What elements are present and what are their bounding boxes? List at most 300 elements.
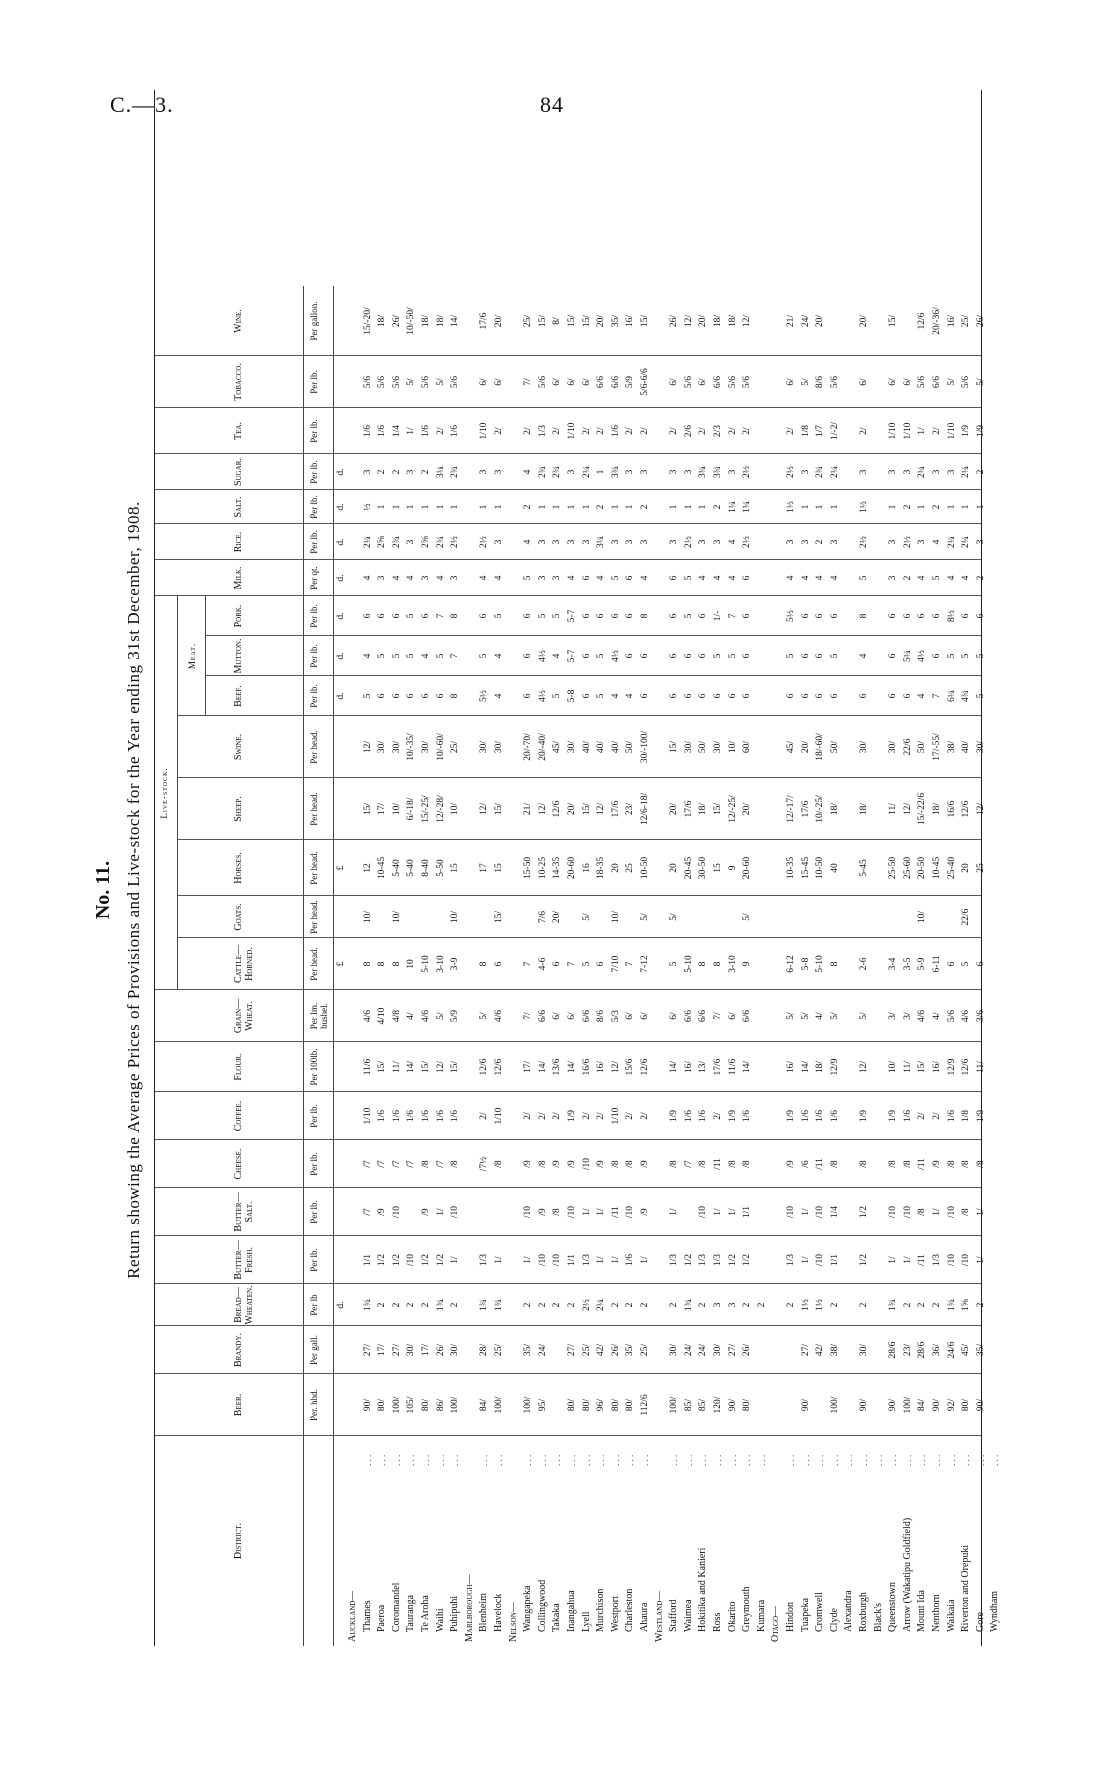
table-cell: 30/ bbox=[567, 740, 577, 754]
table-cell: 5/ bbox=[829, 1012, 840, 1020]
table-cell: 20 bbox=[669, 863, 680, 873]
column-header-tea: Tea. bbox=[233, 422, 244, 440]
table-cell: 15/ bbox=[377, 1060, 388, 1074]
table-cell: 17/ bbox=[377, 1343, 388, 1357]
document-reference: C.—3. bbox=[110, 92, 174, 117]
table-cell: 86/ bbox=[435, 1398, 446, 1412]
table-cell: /7 bbox=[377, 1160, 388, 1168]
table-cell: 105/ bbox=[406, 1396, 417, 1414]
table-cell: 7 bbox=[727, 613, 738, 619]
table-cell: 6 bbox=[406, 693, 417, 699]
table-cell: /10 bbox=[406, 1253, 417, 1267]
table-cell: 20/ bbox=[859, 314, 869, 328]
table-cell: 6/ bbox=[902, 378, 913, 386]
table-cell: 8 bbox=[362, 961, 373, 967]
table-cell: 2 bbox=[421, 469, 431, 475]
table-cell: 6 bbox=[669, 653, 680, 659]
table-cell: 12/ bbox=[596, 802, 607, 816]
table-cell: 5-7 bbox=[567, 649, 577, 663]
column-header-bread-wheaten: Bread—Wheaten. bbox=[233, 1285, 255, 1325]
table-cell: 15 bbox=[713, 863, 723, 873]
table-cell: 6 bbox=[698, 613, 709, 619]
table-cell: 15/ bbox=[494, 802, 504, 816]
column-unit-swine: Per head. bbox=[309, 730, 319, 764]
table-cell: 6/6 bbox=[596, 375, 607, 389]
leader-dots: . . . bbox=[946, 1454, 957, 1466]
table-cell: 18/ bbox=[435, 314, 446, 328]
table-cell: 6 bbox=[523, 653, 534, 659]
table-cell: 2 bbox=[829, 1302, 840, 1308]
table-cell: 3 bbox=[640, 469, 650, 475]
table-cell: 15/ bbox=[713, 802, 723, 816]
table-cell: 6 bbox=[698, 693, 709, 699]
table-cell: 4 bbox=[727, 575, 738, 581]
table-cell: 12/ bbox=[975, 802, 986, 816]
table-cell: /7 bbox=[362, 1160, 373, 1168]
table-cell: 20-60 bbox=[567, 856, 577, 880]
table-cell: 1/ bbox=[596, 1256, 607, 1264]
region-heading: Auckland— bbox=[347, 1590, 358, 1642]
table-cell: /8 bbox=[888, 1160, 899, 1168]
table-cell: 5/6-6/6 bbox=[640, 368, 650, 396]
table-cell: 2½ bbox=[479, 536, 490, 548]
livestock-group-header: Live-stock. bbox=[159, 767, 169, 819]
table-cell: 1/2 bbox=[683, 1253, 694, 1267]
table-cell: 5 bbox=[552, 693, 563, 699]
table-cell: 80/ bbox=[742, 1398, 753, 1412]
district-name: Roxburgh bbox=[858, 1592, 869, 1632]
table-cell: 28/6 bbox=[888, 1341, 899, 1359]
table-cell: 1/9 bbox=[669, 1109, 680, 1123]
table-cell: 2¼ bbox=[362, 536, 373, 548]
table-cell: 6 bbox=[377, 613, 388, 619]
table-cell: 6 bbox=[581, 613, 592, 619]
table-cell: 20-60 bbox=[742, 856, 753, 880]
column-unit-tea: Per lb. bbox=[309, 419, 319, 443]
table-cell: 1/3 bbox=[537, 424, 548, 438]
table-cell: 10-45 bbox=[932, 856, 942, 880]
table-cell: /10 bbox=[698, 1205, 709, 1219]
district-name: Havelock bbox=[493, 1593, 504, 1632]
table-cell: 12/6-18/ bbox=[640, 792, 650, 826]
table-cell: 4/6 bbox=[421, 1009, 431, 1023]
district-name: Waimea bbox=[682, 1599, 694, 1632]
district-name: Hindon bbox=[785, 1602, 796, 1632]
table-cell: 1/ bbox=[932, 1208, 942, 1216]
table-cell: 1/ bbox=[727, 1208, 738, 1216]
table-cell: /10 bbox=[888, 1205, 899, 1219]
leader-dots: . . . bbox=[829, 1454, 840, 1466]
table-cell: 7 bbox=[625, 961, 636, 967]
table-cell: 2 bbox=[756, 1302, 767, 1308]
table-cell: 6/ bbox=[581, 378, 592, 386]
table-cell: 25/ bbox=[494, 1343, 504, 1357]
table-cell: 1¼ bbox=[727, 501, 738, 513]
table-cell: 1/ bbox=[450, 1256, 461, 1264]
column-header-mutton: Mutton. bbox=[233, 638, 244, 674]
table-cell: 2 bbox=[698, 1302, 709, 1308]
table-cell: 1 bbox=[669, 504, 680, 510]
table-cell: 1⅝ bbox=[961, 1299, 972, 1311]
table-cell: 5 bbox=[406, 613, 417, 619]
table-cell: 6/ bbox=[669, 1012, 680, 1020]
table-cell: 5-8 bbox=[800, 957, 811, 971]
leader-dots: . . . bbox=[698, 1454, 709, 1466]
column-header-wine: Wine. bbox=[233, 309, 244, 333]
column-unit-milk: Per qt. bbox=[309, 566, 319, 590]
table-cell: 1/3 bbox=[479, 1253, 490, 1267]
table-cell: 3 bbox=[640, 539, 650, 545]
table-cell: 100/ bbox=[829, 1396, 840, 1414]
table-cell: 1/ bbox=[975, 1208, 986, 1216]
table-cell: 24/ bbox=[683, 1343, 694, 1357]
table-cell: 1 bbox=[917, 504, 928, 510]
table-cell: 1/6 bbox=[610, 424, 621, 438]
table-cell: 6 bbox=[421, 613, 431, 619]
table-cell: 90/ bbox=[362, 1398, 373, 1412]
table-cell: 1/ bbox=[888, 1256, 899, 1264]
table-cell: 6 bbox=[683, 653, 694, 659]
table-cell: 6/ bbox=[552, 1012, 563, 1020]
table-cell: 3 bbox=[625, 539, 636, 545]
table-cell: 13/ bbox=[698, 1060, 709, 1074]
column-unit-sheep: Per head. bbox=[309, 792, 319, 826]
table-cell: 8/ bbox=[552, 317, 563, 325]
table-cell: 3 bbox=[567, 539, 577, 545]
table-cell: 3-9 bbox=[450, 957, 461, 971]
table-cell: 30/ bbox=[713, 1343, 723, 1357]
district-name: Riverton and Orepuki bbox=[960, 1544, 972, 1632]
district-name: Okarito bbox=[726, 1601, 738, 1632]
table-cell: /8 bbox=[902, 1160, 913, 1168]
table-cell: /10 bbox=[552, 1253, 563, 1267]
unit-symbol: £ bbox=[336, 961, 346, 967]
table-cell: 7 bbox=[523, 961, 534, 967]
table-cell: 5-7 bbox=[567, 609, 577, 623]
table-cell: 18/-60/ bbox=[815, 733, 826, 761]
table-cell: 6 bbox=[494, 961, 504, 967]
table-cell: 6/6 bbox=[610, 375, 621, 389]
table-cell: 5/ bbox=[435, 1012, 446, 1020]
table-cell: 6 bbox=[552, 961, 563, 967]
table-cell: 30-50 bbox=[698, 856, 709, 880]
table-cell: 5/ bbox=[946, 378, 957, 386]
table-cell: 20 bbox=[610, 863, 621, 873]
table-cell: 1/ bbox=[596, 1208, 607, 1216]
table-cell: 15/ bbox=[888, 314, 899, 328]
table-cell: 1/6 bbox=[406, 1109, 417, 1123]
table-cell: /8 bbox=[859, 1160, 869, 1168]
table-cell: /10 bbox=[815, 1205, 826, 1219]
table-cell: 5 bbox=[961, 961, 972, 967]
table-cell: 6 bbox=[932, 613, 942, 619]
table-cell: 30/ bbox=[494, 740, 504, 754]
table-cell: 18/ bbox=[815, 1060, 826, 1074]
table-cell: 6/6 bbox=[581, 1009, 592, 1023]
leader-dots: . . . bbox=[815, 1454, 826, 1466]
table-cell: 25-50 bbox=[888, 856, 899, 880]
table-cell: 20 bbox=[961, 863, 972, 873]
column-header-butter-fresh: Butter—Fresh. bbox=[233, 1240, 255, 1280]
table-cell: 8½ bbox=[946, 610, 957, 622]
table-cell: /11 bbox=[610, 1206, 621, 1218]
table-cell: 10/ bbox=[727, 740, 738, 754]
table-cell: 1/ bbox=[975, 1256, 986, 1264]
table-cell: 17/6 bbox=[713, 1058, 723, 1076]
leader-dots: . . . bbox=[391, 1454, 402, 1466]
table-cell: 100/ bbox=[450, 1396, 461, 1414]
table-cell: 16/ bbox=[932, 1060, 942, 1074]
table-cell: 6 bbox=[859, 693, 869, 699]
leader-dots: . . . bbox=[567, 1454, 577, 1466]
page-number: 84 bbox=[540, 92, 564, 117]
column-unit-salt: Per lb. bbox=[309, 495, 319, 519]
table-cell: 28/ bbox=[479, 1343, 490, 1357]
table-cell: 36/ bbox=[932, 1343, 942, 1357]
table-cell: 6 bbox=[523, 693, 534, 699]
table-cell: 4 bbox=[406, 575, 417, 581]
table-cell: 5/ bbox=[435, 378, 446, 386]
table-cell: 5 bbox=[610, 575, 621, 581]
leader-dots: . . . bbox=[669, 1454, 680, 1466]
table-cell: 15-50 bbox=[523, 856, 534, 880]
table-cell: 2¾ bbox=[391, 536, 402, 548]
table-cell: 30/ bbox=[479, 740, 490, 754]
table-cell: 25/ bbox=[640, 1343, 650, 1357]
table-cell: 1/10 bbox=[567, 422, 577, 440]
district-name: Takaka bbox=[551, 1603, 563, 1632]
table-cell: 1½ bbox=[786, 501, 796, 513]
table-cell: 3 bbox=[421, 575, 431, 581]
table-cell: 50/ bbox=[698, 740, 709, 754]
table-cell: 5 bbox=[975, 693, 986, 699]
table-cell: 4/6 bbox=[961, 1009, 972, 1023]
table-cell: 5½ bbox=[479, 690, 490, 702]
table-cell: 3 bbox=[713, 539, 723, 545]
table-cell: 14/ bbox=[669, 1060, 680, 1074]
table-cell: 1 bbox=[406, 504, 417, 510]
district-name: Te Aroha bbox=[420, 1595, 431, 1632]
district-name: Murchison bbox=[595, 1588, 607, 1632]
table-cell: 4½ bbox=[917, 650, 928, 662]
table-cell: 24/ bbox=[537, 1343, 548, 1357]
unit-symbol: £ bbox=[336, 865, 346, 871]
table-cell: /6 bbox=[800, 1160, 811, 1168]
table-cell: 4 bbox=[479, 575, 490, 581]
table-cell: 15/ bbox=[537, 314, 548, 328]
table-cell: 6 bbox=[946, 961, 957, 967]
table-cell: 8 bbox=[479, 961, 490, 967]
table-cell: 12/6 bbox=[479, 1058, 490, 1076]
table-cell: 2 bbox=[523, 1302, 534, 1308]
table-cell: 1 bbox=[377, 504, 388, 510]
table-cell: 5/ bbox=[786, 1012, 796, 1020]
table-cell: 5/3 bbox=[610, 1009, 621, 1023]
table-cell: 4 bbox=[625, 693, 636, 699]
table-cell: 6/6 bbox=[537, 1009, 548, 1023]
table-cell: 1 bbox=[435, 504, 446, 510]
table-cell: 15/6 bbox=[625, 1058, 636, 1076]
table-cell: 42/ bbox=[596, 1343, 607, 1357]
table-cell: 1 bbox=[537, 504, 548, 510]
table-cell: 2/ bbox=[786, 427, 796, 435]
table-cell: 5/6 bbox=[946, 1009, 957, 1023]
leader-dots: . . . bbox=[596, 1454, 607, 1466]
table-cell: 6/6 bbox=[683, 1009, 694, 1023]
table-cell: 5 bbox=[932, 575, 942, 581]
table-cell: 3 bbox=[494, 469, 504, 475]
table-cell: 10/-50/ bbox=[406, 307, 417, 335]
table-number: No. 11. bbox=[92, 860, 114, 920]
column-unit-beer: Per. hhd. bbox=[309, 1389, 319, 1421]
table-cell: 3 bbox=[888, 469, 899, 475]
table-cell: 2/ bbox=[596, 1112, 607, 1120]
table-cell: 30/ bbox=[713, 740, 723, 754]
table-cell: 12/ bbox=[902, 802, 913, 816]
table-cell: 6 bbox=[625, 653, 636, 659]
table-cell: 3 bbox=[552, 539, 563, 545]
table-cell: 80/ bbox=[567, 1398, 577, 1412]
table-cell: 8 bbox=[829, 961, 840, 967]
table-cell: 4 bbox=[932, 539, 942, 545]
table-cell: 1/10 bbox=[610, 1107, 621, 1125]
table-cell: 45/ bbox=[961, 1343, 972, 1357]
table-cell: 2/ bbox=[932, 427, 942, 435]
leader-dots: . . . bbox=[537, 1454, 548, 1466]
district-name: Arrow (Wakatipu Goldfield) bbox=[901, 1517, 913, 1632]
table-cell: 6/ bbox=[552, 378, 563, 386]
table-cell: 2/ bbox=[494, 427, 504, 435]
column-unit-butter-fresh: Per lb. bbox=[309, 1248, 319, 1272]
table-cell: 95/ bbox=[537, 1398, 548, 1412]
leader-dots: . . . bbox=[494, 1454, 504, 1466]
table-cell: 120/ bbox=[713, 1396, 723, 1414]
table-cell: 4 bbox=[391, 575, 402, 581]
table-cell: 2 bbox=[625, 1302, 636, 1308]
column-unit-sugar: Per lb. bbox=[309, 460, 319, 484]
table-cell: 3 bbox=[727, 469, 738, 475]
table-cell: 20/ bbox=[596, 314, 607, 328]
district-name: Tauranga bbox=[405, 1594, 417, 1632]
column-header-pork: Pork. bbox=[233, 604, 244, 628]
table-cell: 4/6 bbox=[917, 1009, 928, 1023]
table-cell: 6 bbox=[815, 613, 826, 619]
table-cell: 15/ bbox=[640, 314, 650, 328]
table-cell: 5 bbox=[829, 653, 840, 659]
table-cell: /9 bbox=[640, 1208, 650, 1216]
table-cell: 4 bbox=[494, 653, 504, 659]
meat-rule bbox=[205, 596, 206, 716]
district-name: Paeroa bbox=[376, 1604, 388, 1632]
table-cell: 2½ bbox=[742, 536, 753, 548]
table-cell: 6 bbox=[902, 613, 913, 619]
table-cell: 1/6 bbox=[377, 1109, 388, 1123]
table-cell: 6/6 bbox=[932, 375, 942, 389]
table-cell: 1 bbox=[450, 504, 461, 510]
table-cell: 1/ bbox=[435, 1208, 446, 1216]
district-name: Queenstown bbox=[887, 1582, 899, 1632]
table-cell: 4 bbox=[435, 575, 446, 581]
table-cell: 50/ bbox=[917, 740, 928, 754]
table-cell: 3-10 bbox=[435, 955, 446, 973]
table-cell: 10-35 bbox=[786, 856, 796, 880]
table-cell: 35/ bbox=[523, 1343, 534, 1357]
table-cell: 12/-25/ bbox=[727, 795, 738, 823]
table-cell: 12/ bbox=[537, 802, 548, 816]
table-cell: 4 bbox=[421, 653, 431, 659]
table-cell: 6 bbox=[742, 613, 753, 619]
column-unit-goats: Per head. bbox=[309, 900, 319, 934]
table-cell: 8 bbox=[859, 613, 869, 619]
table-cell: 6 bbox=[727, 693, 738, 699]
table-cell: 11/6 bbox=[727, 1058, 738, 1076]
column-header-beer: Beer. bbox=[233, 1393, 244, 1417]
table-cell: /9 bbox=[932, 1160, 942, 1168]
table-cell: 2 bbox=[902, 575, 913, 581]
table-cell: /8 bbox=[669, 1160, 680, 1168]
leader-dots: . . . bbox=[859, 1454, 869, 1466]
table-cell: 3 bbox=[479, 469, 490, 475]
table-cell: 3 bbox=[727, 1302, 738, 1308]
unit-symbol: d. bbox=[336, 574, 346, 582]
table-cell: 2/ bbox=[625, 1112, 636, 1120]
table-cell: 90/ bbox=[888, 1398, 899, 1412]
table-cell: 6/ bbox=[640, 1012, 650, 1020]
table-cell: 1¾ bbox=[362, 1299, 373, 1311]
table-cell: 2¾ bbox=[815, 466, 826, 478]
table-cell: 35/ bbox=[625, 1343, 636, 1357]
table-cell: 1 bbox=[479, 504, 490, 510]
table-cell: /8 bbox=[946, 1160, 957, 1168]
table-cell: 2/ bbox=[698, 427, 709, 435]
district-name: Collingwood bbox=[536, 1579, 548, 1632]
table-cell: 16/6 bbox=[946, 800, 957, 818]
table-cell: 90/ bbox=[932, 1398, 942, 1412]
table-cell: 12/ bbox=[683, 314, 694, 328]
table-cell: 25/ bbox=[450, 740, 461, 754]
leader-dots: . . . bbox=[888, 1454, 899, 1466]
table-cell: 3 bbox=[888, 539, 899, 545]
table-cell: 100/ bbox=[391, 1396, 402, 1414]
region-heading: Otago— bbox=[770, 1605, 782, 1642]
table-cell: 2/3 bbox=[713, 424, 723, 438]
table-cell: 25-40 bbox=[946, 856, 957, 880]
table-cell: 30/ bbox=[859, 1343, 869, 1357]
table-cell: 2 bbox=[902, 1302, 913, 1308]
table-cell: 3 bbox=[494, 539, 504, 545]
table-cell: 3 bbox=[377, 575, 388, 581]
livestock-rule bbox=[177, 596, 178, 990]
table-cell: 16/ bbox=[683, 1060, 694, 1074]
table-cell: 6 bbox=[815, 653, 826, 659]
table-cell: 30/ bbox=[421, 740, 431, 754]
table-cell: 12/6 bbox=[552, 800, 563, 818]
table-cell: 5/6 bbox=[391, 375, 402, 389]
table-cell: 1/9 bbox=[727, 1109, 738, 1123]
table-cell: 2⅝ bbox=[377, 536, 388, 548]
table-cell: 3/ bbox=[888, 1012, 899, 1020]
table-cell: 1/7 bbox=[815, 424, 826, 438]
table-cell: 15/-20/ bbox=[362, 307, 373, 335]
table-cell: 1¾ bbox=[435, 1299, 446, 1311]
table-cell: 8 bbox=[698, 961, 709, 967]
table-cell: 1 bbox=[698, 504, 709, 510]
district-name: Alexandra bbox=[843, 1590, 855, 1632]
table-cell: 5 bbox=[859, 575, 869, 581]
table-cell: 1/8 bbox=[800, 424, 811, 438]
table-cell: 2/ bbox=[669, 427, 680, 435]
table-cell: 4 bbox=[567, 575, 577, 581]
